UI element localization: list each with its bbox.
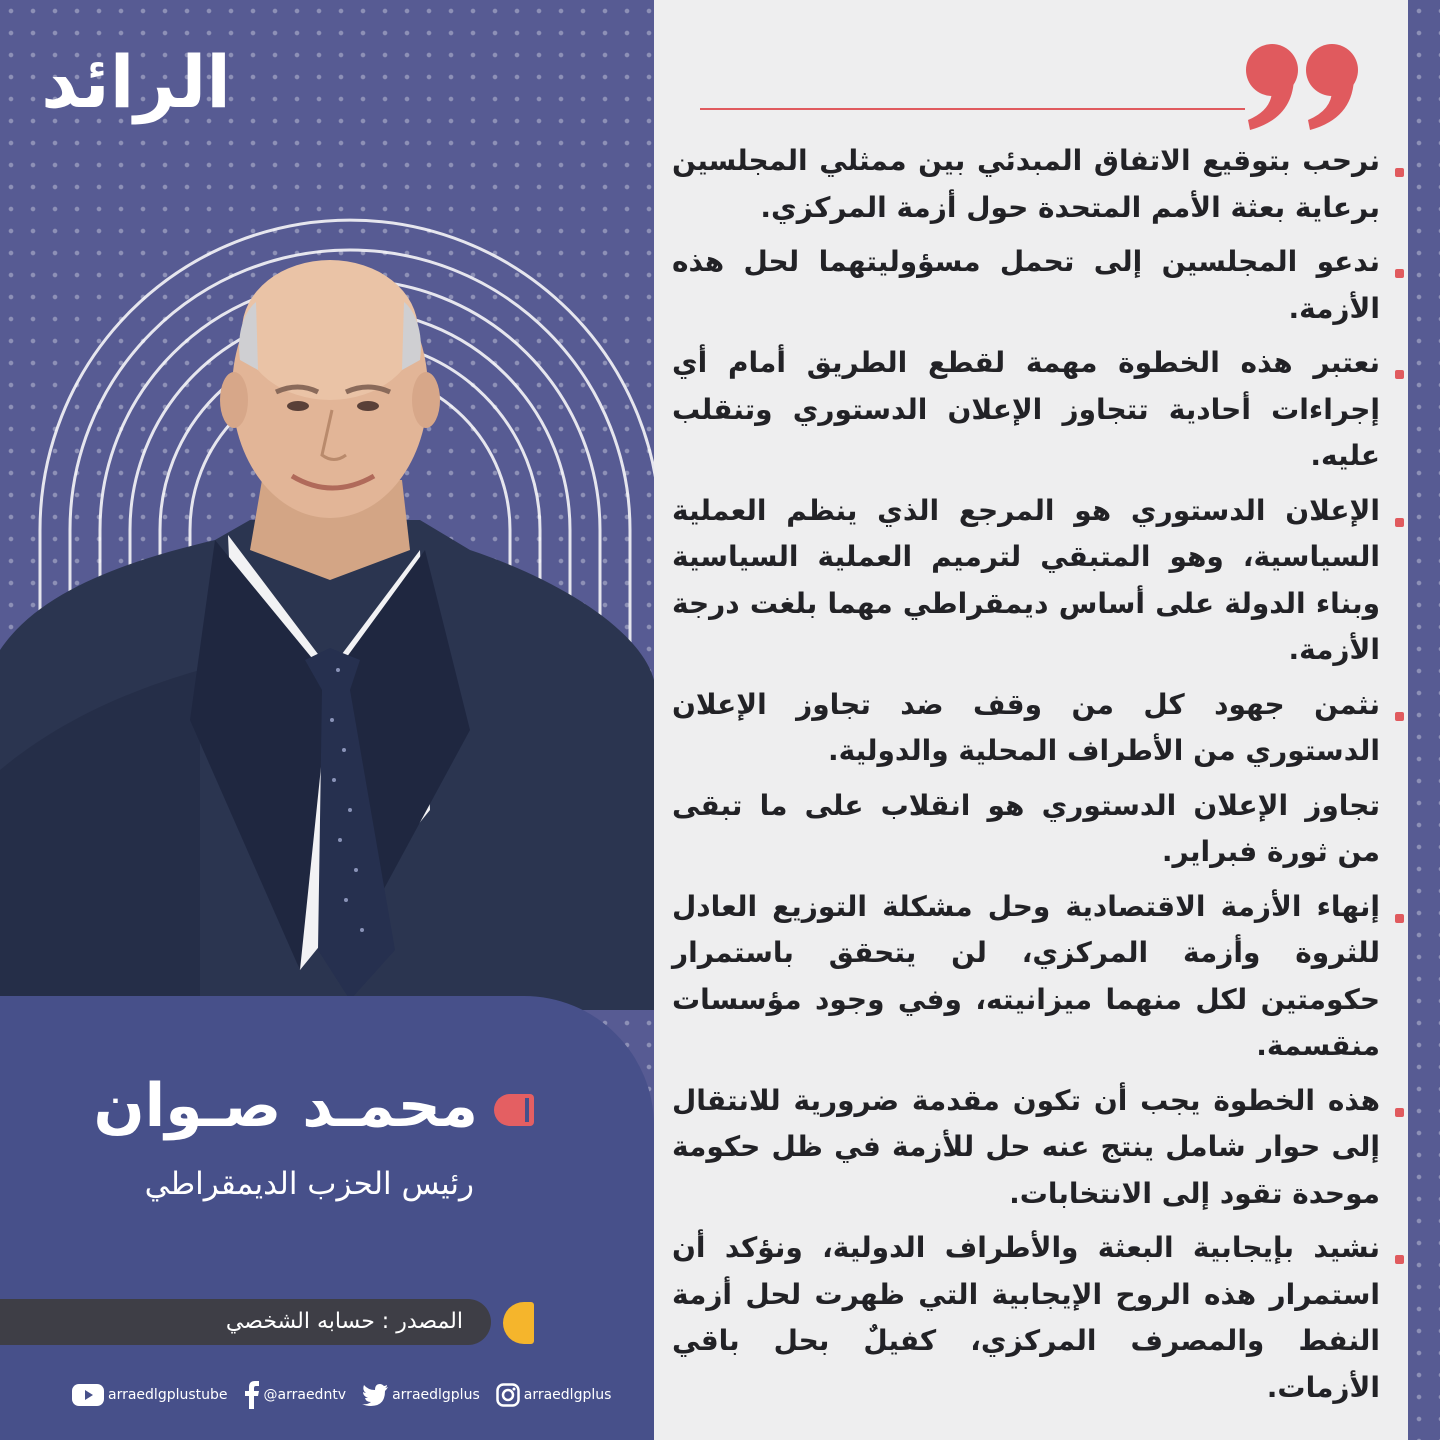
statement-item [672,884,1380,1070]
statement-text: نعتبر هذه الخطوة مهمة لقطع الطريق أمام أي إجراءات أحادية تتجاوز الإعلان الدستوري وتنقلب عليه. [672,346,1380,472]
twitter-icon [362,1384,388,1406]
bullet-marker [1395,269,1404,278]
statement-item [672,239,1380,332]
statement-item [672,783,1380,876]
brand-logo: الرائد [41,40,231,124]
youtube-icon [72,1383,104,1407]
social-facebook[interactable] [244,1381,347,1409]
statement-text: هذه الخطوة يجب أن تكون مقدمة ضرورية للانتقال إلى حوار شامل ينتج عنه حل للأزمة في ظل حكومة موحدة تقود إلى الانتخابات. [672,1083,1380,1210]
statement-text: إنهاء الأزمة الاقتصادية وحل مشكلة التوزيع العادل للثروة وأزمة المركزي، لن يتحقق باستمرار حكومتين لكل منهما ميزانيته، وفي وجود مؤسسات منقسمة. [672,889,1380,1062]
social-handle: arraedlgplus [392,1387,480,1403]
social-handle: @arraedntv [263,1387,347,1403]
bullet-marker [1395,168,1404,177]
social-handle: arraedlgplus [523,1387,612,1403]
statement-item [672,1225,1380,1411]
social-handle: arraedlgplustube [108,1387,228,1403]
social-links [72,1378,612,1412]
person-name: محمـد صـوان [93,1071,478,1141]
statement-item [672,340,1380,480]
statement-text: نرحب بتوقيع الاتفاق المبدئي بين ممثلي المجلسين برعاية بعثة الأمم المتحدة حول أزمة المركزي. [672,144,1380,224]
bullet-marker [1395,518,1404,527]
social-twitter[interactable] [362,1384,480,1406]
statement-item [672,138,1380,231]
person-title: رئيس الحزب الديمقراطي [144,1166,474,1202]
statement-text: تجاوز الإعلان الدستوري هو انقلاب على ما تبقى من ثورة فبراير. [672,788,1380,868]
quote-icon [1244,40,1362,130]
bullet-marker [1395,712,1404,721]
quote-divider [700,108,1245,110]
statement-text: نثمن جهود كل من وقف ضد تجاوز الإعلان الدستوري من الأطراف المحلية والدولية. [672,687,1380,767]
social-instagram[interactable] [496,1383,612,1407]
statement-item [672,1078,1380,1218]
statement-text: نشيد بإيجابية البعثة والأطراف الدولية، ونؤكد أن استمرار هذه الروح الإيجابية التي ظهرت لحل أزمة النفط والمصرف المركزي، كفيلٌ بحل باقي الأزمات. [672,1231,1380,1404]
bullet-marker [1395,1255,1404,1264]
statement-list [672,138,1380,1411]
statement-item [672,682,1380,775]
instagram-icon [496,1383,520,1407]
facebook-icon [244,1381,260,1409]
bullet-marker [1395,370,1404,379]
right-edge-strip [1408,0,1440,1440]
statement-text: ندعو المجلسين إلى تحمل مسؤوليتهما لحل هذه الأزمة. [672,245,1380,325]
name-marker [494,1094,534,1126]
bullet-marker [1395,914,1404,923]
source-label: المصدر : حسابه الشخصي [225,1309,463,1334]
bullet-marker [1395,1108,1404,1117]
social-youtube[interactable] [72,1383,228,1407]
statement-text: الإعلان الدستوري هو المرجع الذي ينظم العملية السياسية، وهو المتبقي لترميم العملية السياسية وبناء الدولة على أساس ديمقراطي مهما بلغت درجة الأزمة. [672,493,1380,666]
name-card [0,996,654,1440]
statement-item [672,488,1380,674]
portrait-photo [0,250,654,1010]
